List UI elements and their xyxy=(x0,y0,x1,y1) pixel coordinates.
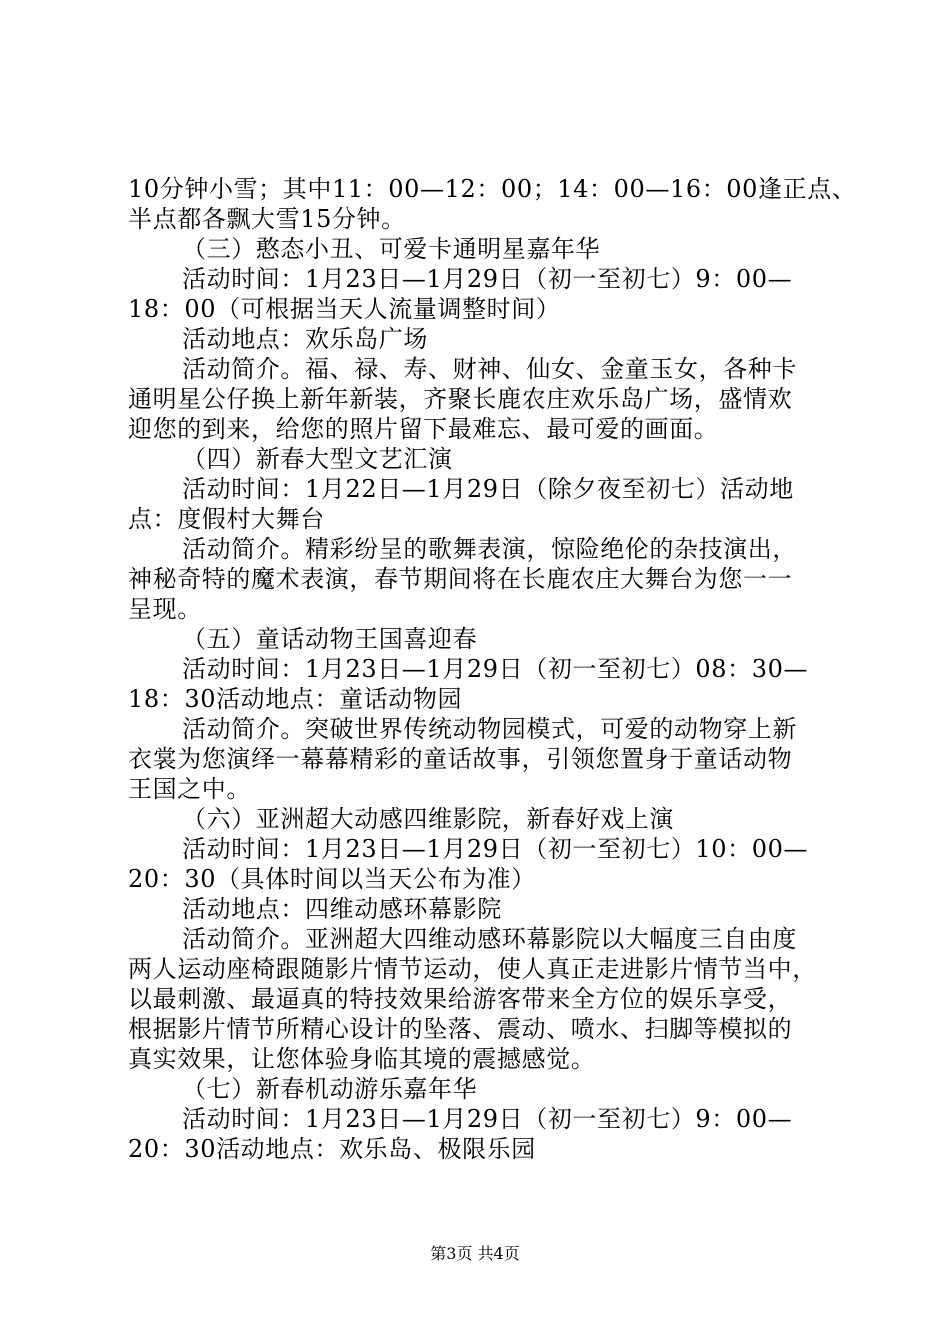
text-line: 活动时间：1月23日—1月29日（初一至初七）10：00— xyxy=(182,835,809,863)
text-line: 活动地点：四维动感环幕影院 xyxy=(182,895,502,923)
text-line: 通明星公仔换上新年新装，齐聚长鹿农庄欢乐岛广场，盛情欢 xyxy=(128,385,793,413)
text-line: 活动时间：1月23日—1月29日（初一至初七）9：00— xyxy=(182,1105,793,1133)
text-line: 活动简介。亚洲超大四维动感环幕影院以大幅度三自由度 xyxy=(182,925,797,953)
text-line: 呈现。 xyxy=(128,595,202,623)
text-line: 根据影片情节所精心设计的坠落、震动、喷水、扫脚等模拟的 xyxy=(128,1015,793,1043)
text-line: 活动简介。突破世界传统动物园模式，可爱的动物穿上新 xyxy=(182,715,797,743)
text-line: 10分钟小雪；其中11：00—12：00；14：00—16：00逢正点、 xyxy=(128,175,857,203)
text-line: 活动时间：1月23日—1月29日（初一至初七）9：00— xyxy=(182,265,793,293)
text-line: 以最刺激、最逼真的特技效果给游客带来全方位的娱乐享受， xyxy=(128,985,793,1013)
text-line: 活动简介。精彩纷呈的歌舞表演，惊险绝伦的杂技演出， xyxy=(182,535,797,563)
text-line: 半点都各飘大雪15分钟。 xyxy=(128,205,406,233)
section-heading: （七）新春机动游乐嘉年华 xyxy=(182,1075,478,1103)
text-line: 20：30（具体时间以当天公布为准） xyxy=(128,865,536,893)
text-line: 衣裳为您演绎一幕幕精彩的童话故事，引领您置身于童话动物 xyxy=(128,745,793,773)
text-line: 18：00（可根据当天人流量调整时间） xyxy=(128,295,561,323)
text-line: 点：度假村大舞台 xyxy=(128,505,325,533)
text-line: 迎您的到来，给您的照片留下最难忘、最可爱的画面。 xyxy=(128,415,719,443)
text-line: 活动简介。福、禄、寿、财神、仙女、金童玉女，各种卡 xyxy=(182,355,797,383)
section-heading: （三）憨态小丑、可爱卡通明星嘉年华 xyxy=(182,235,601,263)
text-line: 活动时间：1月22日—1月29日（除夕夜至初七）活动地 xyxy=(182,475,794,503)
text-line: 20：30活动地点：欢乐岛、极限乐园 xyxy=(128,1135,536,1163)
page-number-footer: 第3页 共4页 xyxy=(430,1244,520,1263)
section-heading: （六）亚洲超大动感四维影院，新春好戏上演 xyxy=(182,805,674,833)
section-heading: （四）新春大型文艺汇演 xyxy=(182,445,453,473)
text-line: 18：30活动地点：童话动物园 xyxy=(128,685,463,713)
text-line: 活动时间：1月23日—1月29日（初一至初七）08：30— xyxy=(182,655,809,683)
text-line: 两人运动座椅跟随影片情节运动，使人真正走进影片情节当中， xyxy=(128,955,817,983)
section-heading: （五）童话动物王国喜迎春 xyxy=(182,625,478,653)
document-body xyxy=(128,174,857,1164)
text-line: 真实效果，让您体验身临其境的震撼感觉。 xyxy=(128,1045,596,1073)
text-line: 活动地点：欢乐岛广场 xyxy=(182,325,428,353)
text-line: 神秘奇特的魔术表演，春节期间将在长鹿农庄大舞台为您一一 xyxy=(128,565,793,593)
text-line: 王国之中。 xyxy=(128,775,251,803)
